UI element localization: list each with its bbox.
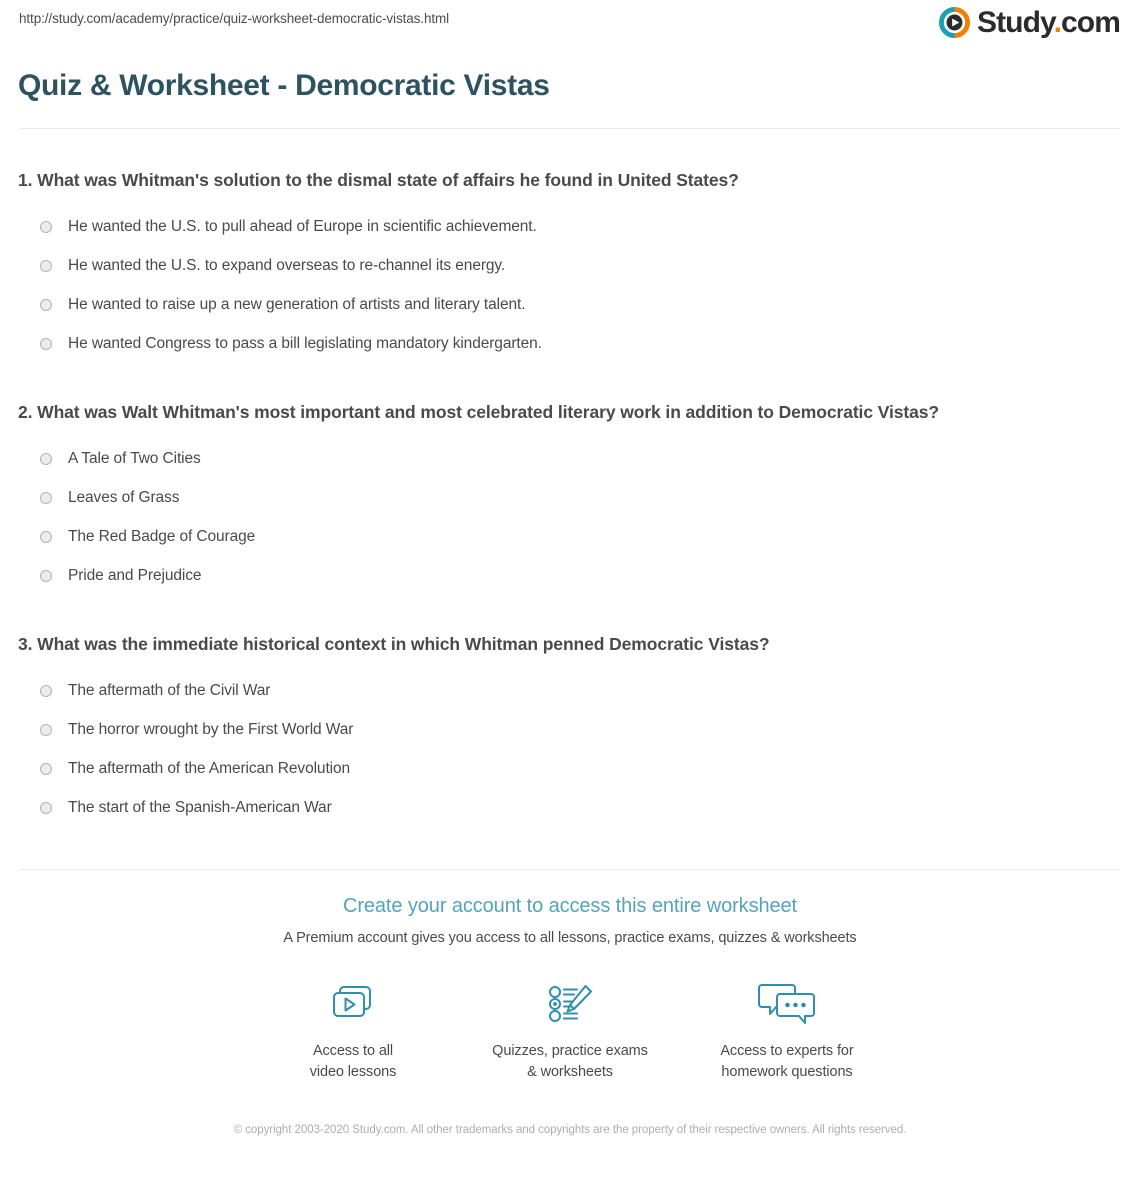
option-label: Leaves of Grass bbox=[68, 488, 180, 506]
option-label: The aftermath of the Civil War bbox=[68, 681, 271, 699]
quiz-pencil-icon bbox=[545, 981, 595, 1027]
option-label: He wanted the U.S. to expand overseas to re-channel its energy. bbox=[68, 256, 506, 274]
radio-button[interactable] bbox=[40, 802, 52, 814]
video-lessons-icon bbox=[328, 981, 378, 1027]
radio-button[interactable] bbox=[40, 492, 52, 504]
perk-label: Access to experts for homework questions bbox=[720, 1043, 854, 1080]
option-row[interactable] bbox=[18, 478, 1122, 517]
radio-button[interactable] bbox=[40, 299, 52, 311]
option-row[interactable] bbox=[18, 285, 1122, 324]
radio-button[interactable] bbox=[40, 685, 52, 697]
perk-label: Quizzes, practice exams & worksheets bbox=[492, 1043, 648, 1080]
perk-item bbox=[679, 981, 896, 1083]
radio-button[interactable] bbox=[40, 338, 52, 350]
question-block bbox=[18, 629, 1122, 827]
option-list bbox=[18, 671, 1122, 827]
radio-button[interactable] bbox=[40, 531, 52, 543]
option-row[interactable] bbox=[18, 671, 1122, 710]
play-circle-icon bbox=[939, 7, 970, 38]
option-label: The Red Badge of Courage bbox=[68, 527, 256, 545]
option-label: The start of the Spanish-American War bbox=[68, 798, 332, 816]
question-block bbox=[18, 165, 1122, 363]
option-label: He wanted to raise up a new generation of artists and literary talent. bbox=[68, 295, 526, 313]
radio-button[interactable] bbox=[40, 763, 52, 775]
option-row[interactable] bbox=[18, 324, 1122, 363]
upgrade-cta bbox=[16, 870, 1124, 1139]
perk-label: Access to all video lessons bbox=[309, 1043, 397, 1080]
question-text: 1. What was Whitman's solution to the dismal state of affairs he found in United States? bbox=[18, 170, 739, 190]
option-row[interactable] bbox=[18, 749, 1122, 788]
option-row[interactable] bbox=[18, 788, 1122, 827]
logo-brand: Study bbox=[976, 6, 1054, 39]
option-row[interactable] bbox=[18, 207, 1122, 246]
radio-button[interactable] bbox=[40, 453, 52, 465]
logo-wordmark bbox=[977, 7, 1120, 38]
perk-list bbox=[16, 981, 1124, 1083]
copyright-text: © copyright 2003-2020 Study.com. All other trademarks and copyrights are the property of their respective owners. All rights reserved. bbox=[233, 1124, 907, 1136]
question-list bbox=[16, 165, 1124, 827]
cta-subheading: A Premium account gives you access to all lessons, practice exams, quizzes & worksheets bbox=[283, 930, 857, 946]
option-label: A Tale of Two Cities bbox=[68, 449, 201, 467]
perk-item bbox=[245, 981, 462, 1083]
question-block bbox=[18, 397, 1122, 595]
cta-heading[interactable]: Create your account to access this entire worksheet bbox=[342, 895, 797, 917]
page-url: http://study.com/academy/practice/quiz-worksheet-democratic-vistas.html bbox=[19, 11, 450, 26]
option-row[interactable] bbox=[18, 556, 1122, 595]
option-row[interactable] bbox=[18, 710, 1122, 749]
radio-button[interactable] bbox=[40, 570, 52, 582]
question-text: 2. What was Walt Whitman's most important and most celebrated literary work in addition to Democratic Vistas? bbox=[18, 402, 939, 422]
option-list bbox=[18, 207, 1122, 363]
logo-dot: . bbox=[1053, 6, 1061, 39]
radio-button[interactable] bbox=[40, 221, 52, 233]
page-title: Quiz & Worksheet - Democratic Vistas bbox=[18, 69, 550, 102]
option-label: He wanted Congress to pass a bill legislating mandatory kindergarten. bbox=[68, 334, 542, 352]
logo-domain: com bbox=[1061, 6, 1120, 39]
option-row[interactable] bbox=[18, 439, 1122, 478]
option-list bbox=[18, 439, 1122, 595]
option-label: Pride and Prejudice bbox=[68, 566, 202, 584]
option-row[interactable] bbox=[18, 246, 1122, 285]
chat-bubbles-icon bbox=[758, 981, 816, 1027]
option-label: The horror wrought by the First World War bbox=[68, 720, 354, 738]
option-label: He wanted the U.S. to pull ahead of Europe in scientific achievement. bbox=[68, 217, 537, 235]
question-text: 3. What was the immediate historical context in which Whitman penned Democratic Vistas? bbox=[18, 634, 770, 654]
page-header bbox=[16, 0, 1124, 58]
site-logo[interactable] bbox=[939, 7, 1124, 38]
option-row[interactable] bbox=[18, 517, 1122, 556]
title-divider bbox=[20, 128, 1120, 129]
radio-button[interactable] bbox=[40, 724, 52, 736]
perk-item bbox=[462, 981, 679, 1083]
option-label: The aftermath of the American Revolution bbox=[68, 759, 351, 777]
radio-button[interactable] bbox=[40, 260, 52, 272]
